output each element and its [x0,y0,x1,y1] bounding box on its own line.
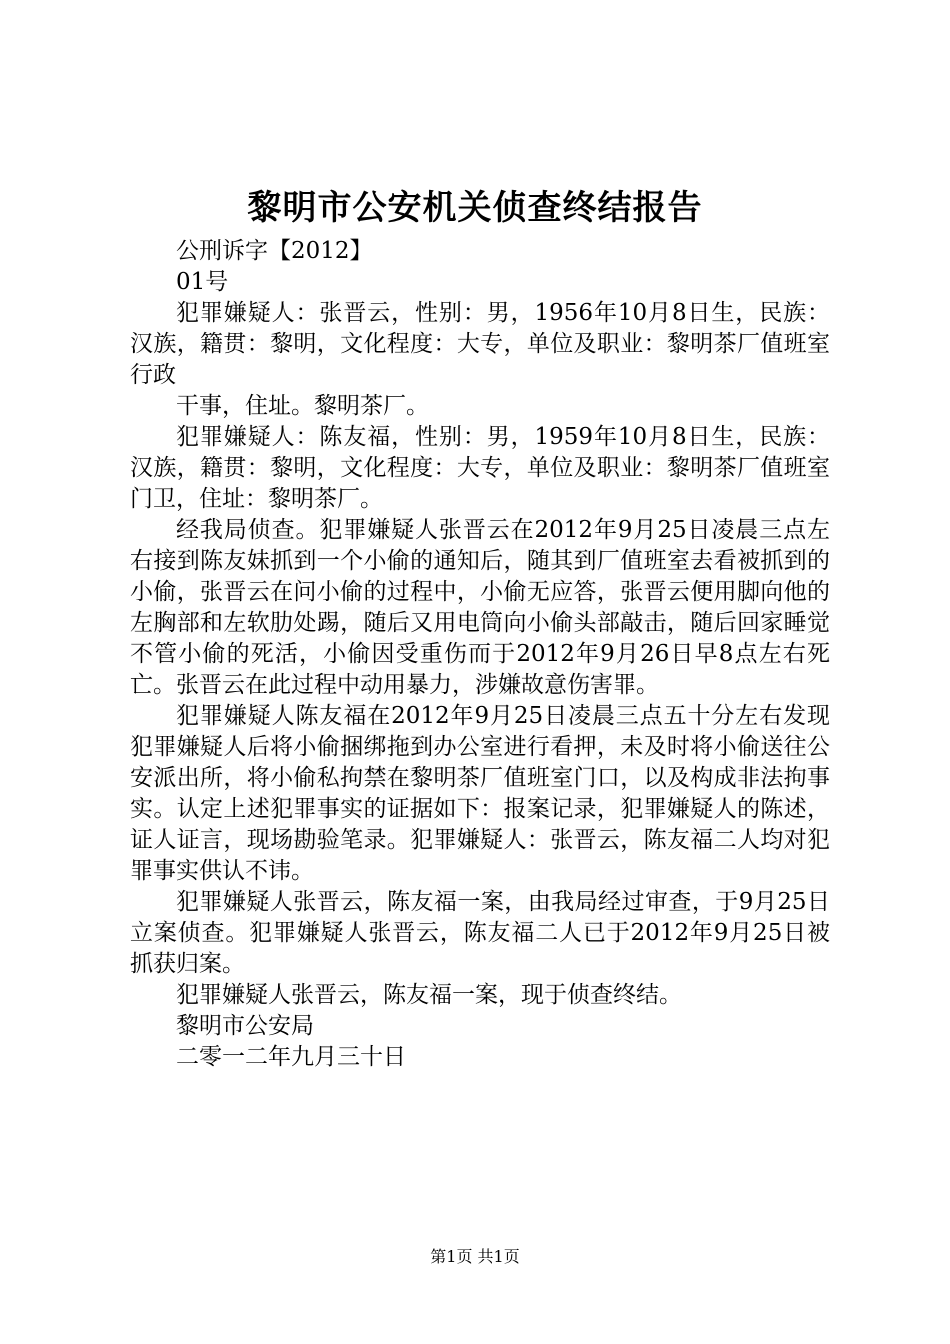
issue-date: 二零一二年九月三十日 [176,1044,406,1070]
facts-paragraph-1: 经我局侦查。犯罪嫌疑人张晋云在2012年9月25日凌晨三点左右接到陈友妹抓到一个小偷的通知后，随其到厂值班室去看被抓到的小偷，张晋云在问小偷的过程中，小偷无应答，张晋云便用脚向他的左胸部和左软肋处踢，随后又用电筒向小偷头部敲击，随后回家睡觉不管小偷的死活，小偷因受重伤而于2012年9月26日早8点左右死亡。张晋云在此过程中动用暴力，涉嫌故意伤害罪。 [130,517,830,698]
document-body [130,236,830,1073]
suspect2-paragraph: 犯罪嫌疑人：陈友福，性别：男，1959年10月8日生，民族：汉族，籍贯：黎明，文化程度：大专，单位及职业：黎明茶厂值班室门卫，住址：黎明茶厂。 [130,424,830,512]
conclusion-paragraph: 犯罪嫌疑人张晋云，陈友福一案，现于侦查终结。 [176,982,682,1008]
suspect1-paragraph: 犯罪嫌疑人：张晋云，性别：男，1956年10月8日生，民族：汉族，籍贯：黎明，文化程度：大专，单位及职业：黎明茶厂值班室行政 [130,300,830,388]
case-number-line2: 01号 [176,269,229,295]
facts-paragraph-2: 犯罪嫌疑人陈友福在2012年9月25日凌晨三点五十分左右发现犯罪嫌疑人后将小偷捆绑拖到办公室进行看押，未及时将小偷送往公安派出所，将小偷私拘禁在黎明茶厂值班室门口，以及构成非法拘事实。认定上述犯罪事实的证据如下：报案记录，犯罪嫌疑人的陈述，证人证言，现场勘验笔录。犯罪嫌疑人：张晋云，陈友福二人均对犯罪事实供认不讳。 [130,703,830,884]
suspect1-continuation: 干事，住址。黎明茶厂。 [176,393,429,419]
page-footer: 第1页 共1页 [430,1247,520,1266]
facts-paragraph-3: 犯罪嫌疑人张晋云，陈友福一案，由我局经过审查，于9月25日立案侦查。犯罪嫌疑人张晋云，陈友福二人已于2012年9月25日被抓获归案。 [130,889,830,977]
case-number-line1: 公刑诉字【2012】 [176,238,373,264]
issuer-name: 黎明市公安局 [176,1013,314,1039]
document-title: 黎明市公安机关侦查终结报告 [247,188,703,228]
